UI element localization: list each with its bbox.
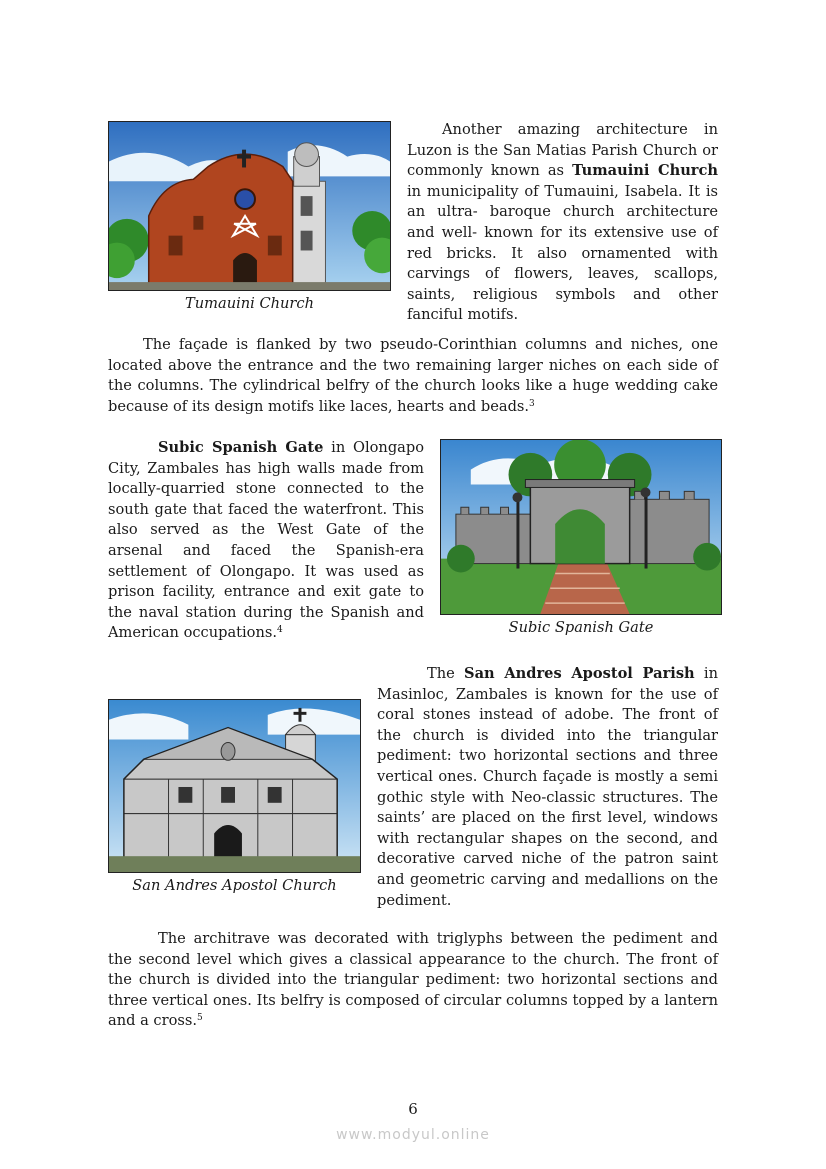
paragraph-subic: Subic Spanish Gate in Olongapo City, Zambales has high walls made from locally-quarried stone connected to the south gate that faced the waterfront. This also served as the West Gate of the arsenal and faced the Spanish-era settlement of Olongapo. It was used as prison facility, entrance and exit gate to the naval station during the Spanish and American occupations.$^4$ xyxy=(108,439,424,642)
footnote-marker: 5 xyxy=(196,1013,203,1024)
footnote-marker: 4 xyxy=(277,625,283,636)
san-andres-church-image xyxy=(108,699,361,873)
watermark: www.modyul.online xyxy=(336,1127,490,1143)
tumauini-church-caption: Tumauini Church xyxy=(185,295,314,312)
footnote-marker: 3 xyxy=(529,398,535,409)
subic-gate-image xyxy=(440,439,722,615)
tumauini-church-term: Tumauini Church xyxy=(572,162,718,180)
tumauini-church-image xyxy=(108,121,391,291)
san-andres-term: San Andres Apostol Parish xyxy=(464,665,695,682)
subic-gate-term: Subic Spanish Gate xyxy=(158,439,324,456)
paragraph-facade: The façade is flanked by two pseudo-Corinthian columns and niches, one located above the entrance and the two remaining larger niches on each side of the columns. The cylindrical belfry of the church looks like a huge wedding cake because of its design motifs like laces, hearts and beads.$^3$ xyxy=(108,336,718,415)
paragraph-tumauini: Another amazing architecture in Luzon is the San Matias Parish Church or commonly known as Tumauini Church in municipality of Tumauini, Isabela. It is an ultra- baroque church architecture and well- known for its extensive use of red bricks. It also ornamented with carvings of flowers, leaves, scallops, saints, religious symbols and other fanciful motifs. xyxy=(407,121,718,324)
paragraph-san-andres: The San Andres Apostol Parish in Masinloc, Zambales is known for the use of coral stones instead of adobe. The front of the church is divided into the triangular pediment: two horizontal sections and three vertical ones. Church façade is mostly a semi gothic style with Neo-classic structures. The saints’ are placed on the first level, windows with rectangular shapes on the second, and decorative carved niche of the patron saint and geometric carving and medallions on the pediment. xyxy=(377,665,718,909)
san-andres-church-caption: San Andres Apostol Church xyxy=(132,877,337,894)
page-number: 6 xyxy=(408,1100,418,1118)
paragraph-architrave: The architrave was decorated with triglyphs between the pediment and the second level which gives a classical appearance to the church. The front of the church is divided into the triangular pediment: two horizontal sections and three vertical ones. Its belfry is composed of circular columns topped by a lantern and a cross.$^5$ xyxy=(108,930,718,1030)
subic-gate-caption: Subic Spanish Gate xyxy=(508,619,654,636)
